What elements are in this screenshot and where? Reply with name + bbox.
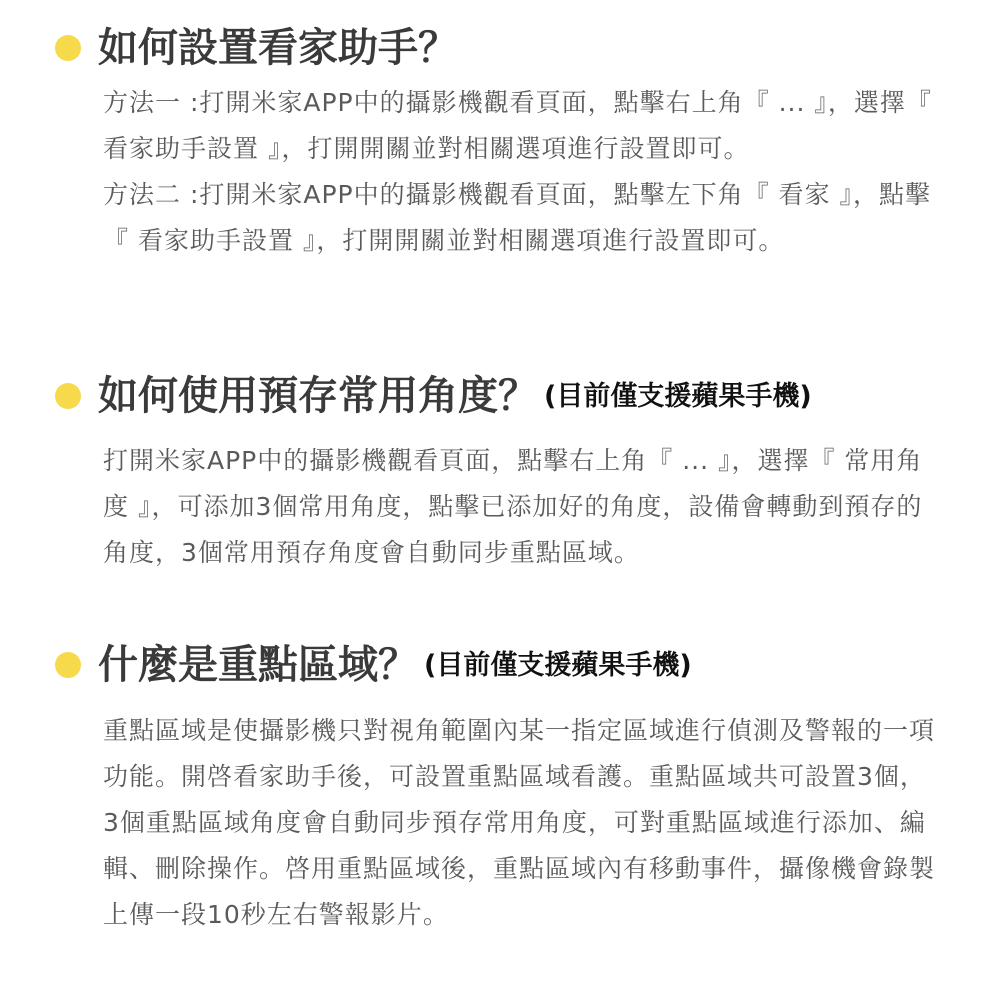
section-title: 如何使用預存常用角度？	[98, 373, 538, 419]
section-heading	[98, 371, 812, 422]
section-heading	[98, 23, 458, 73]
paragraph: 重點區域是使攝影機只對視角範圍內某一指定區域進行偵測及警報的一項功能。開啓看家助手後，可設置重點區域看護。重點區域共可設置3個，3個重點區域角度會自動同步預存常用角度，可對重點區域進行添加、編輯、刪除操作。啓用重點區域後，重點區域內有移動事件，攝像機會錄製上傳一段10秒左右警報影片。	[103, 716, 936, 929]
section-subtitle: (目前僅支援蘋果手機)	[544, 381, 812, 412]
paragraph-method-2: 方法二 :打開米家APP中的攝影機觀看頁面，點擊左下角『 看家 』，點擊『 看家助手設置 』，打開開關並對相關選項進行設置即可。	[103, 180, 932, 255]
section-body	[103, 438, 938, 576]
section-title: 如何設置看家助手？	[98, 25, 458, 71]
bullet-dot-icon	[55, 383, 81, 409]
section-title: 什麼是重點區域？	[98, 642, 418, 688]
section-subtitle: (目前僅支援蘋果手機)	[424, 650, 692, 681]
section-heading	[98, 640, 692, 691]
section-body	[103, 708, 938, 938]
paragraph-method-1: 方法一 :打開米家APP中的攝影機觀看頁面，點擊右上角『 ... 』，選擇『 看家助手設置 』，打開開關並對相關選項進行設置即可。	[103, 88, 932, 163]
paragraph: 打開米家APP中的攝影機觀看頁面，點擊右上角『 ... 』，選擇『 常用角度 』，可添加3個常用角度，點擊已添加好的角度，設備會轉動到預存的角度，3個常用預存角度會自動同步重點區域。	[103, 446, 923, 567]
bullet-dot-icon	[55, 652, 81, 678]
section-body	[103, 80, 938, 264]
bullet-dot-icon	[55, 35, 81, 61]
